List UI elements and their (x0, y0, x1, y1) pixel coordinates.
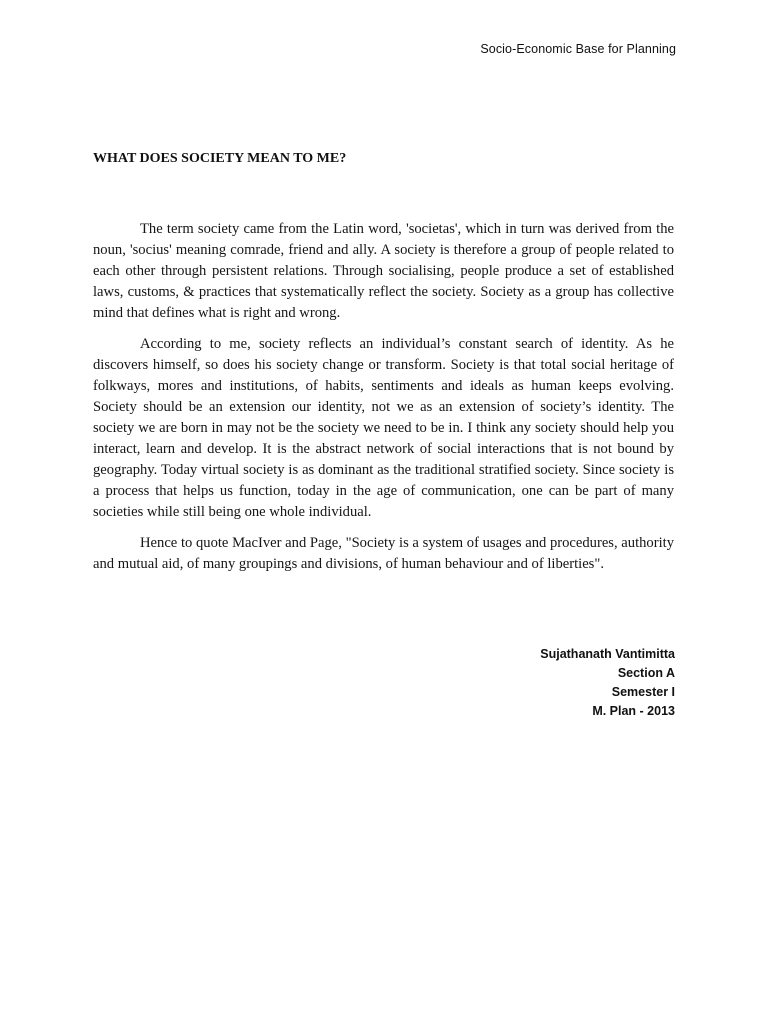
author-section: Section A (617, 666, 675, 680)
paragraph-quote: Hence to quote MacIver and Page, "Society is a system of usages and procedures, authority and mutual aid, of many groupings and divisions, of human behaviour and of liberties". (93, 535, 674, 572)
paragraph-personal-view: According to me, society reflects an individual’s constant search of identity. As he discovers himself, so does his society change or transform. Society is that total social heritage of folkways, mores and institutions, of habits, sentiments and ideals as human keeps evolving. Society should be an extension our identity, not we as an extension of society’s identity. The society we are born in may not be the society we need to be in. I think any society should help you interact, learn and develop. It is the abstract network of social interactions that is not bound by geography. Today virtual society is as dominant as the traditional stratified society. Since society is a process that helps us function, today in the age of communication, one can be part of many societies while still being one whole individual. (93, 336, 674, 520)
running-header: Socio-Economic Base for Planning (480, 42, 676, 56)
document-body (93, 219, 674, 585)
author-semester: Semester I (611, 685, 675, 699)
signature-block (540, 645, 675, 721)
author-program: M. Plan - 2013 (592, 704, 675, 718)
paragraph-etymology: The term society came from the Latin word, 'societas', which in turn was derived from the noun, 'socius' meaning comrade, friend and ally. A society is therefore a group of people related to each other through persistent relations. Through socialising, people produce a set of established laws, customs, & practices that systematically reflect the society. Society as a group has collective mind that defines what is right and wrong. (93, 221, 674, 321)
document-title: WHAT DOES SOCIETY MEAN TO ME? (93, 151, 347, 166)
author-name: Sujathanath Vantimitta (540, 647, 675, 661)
